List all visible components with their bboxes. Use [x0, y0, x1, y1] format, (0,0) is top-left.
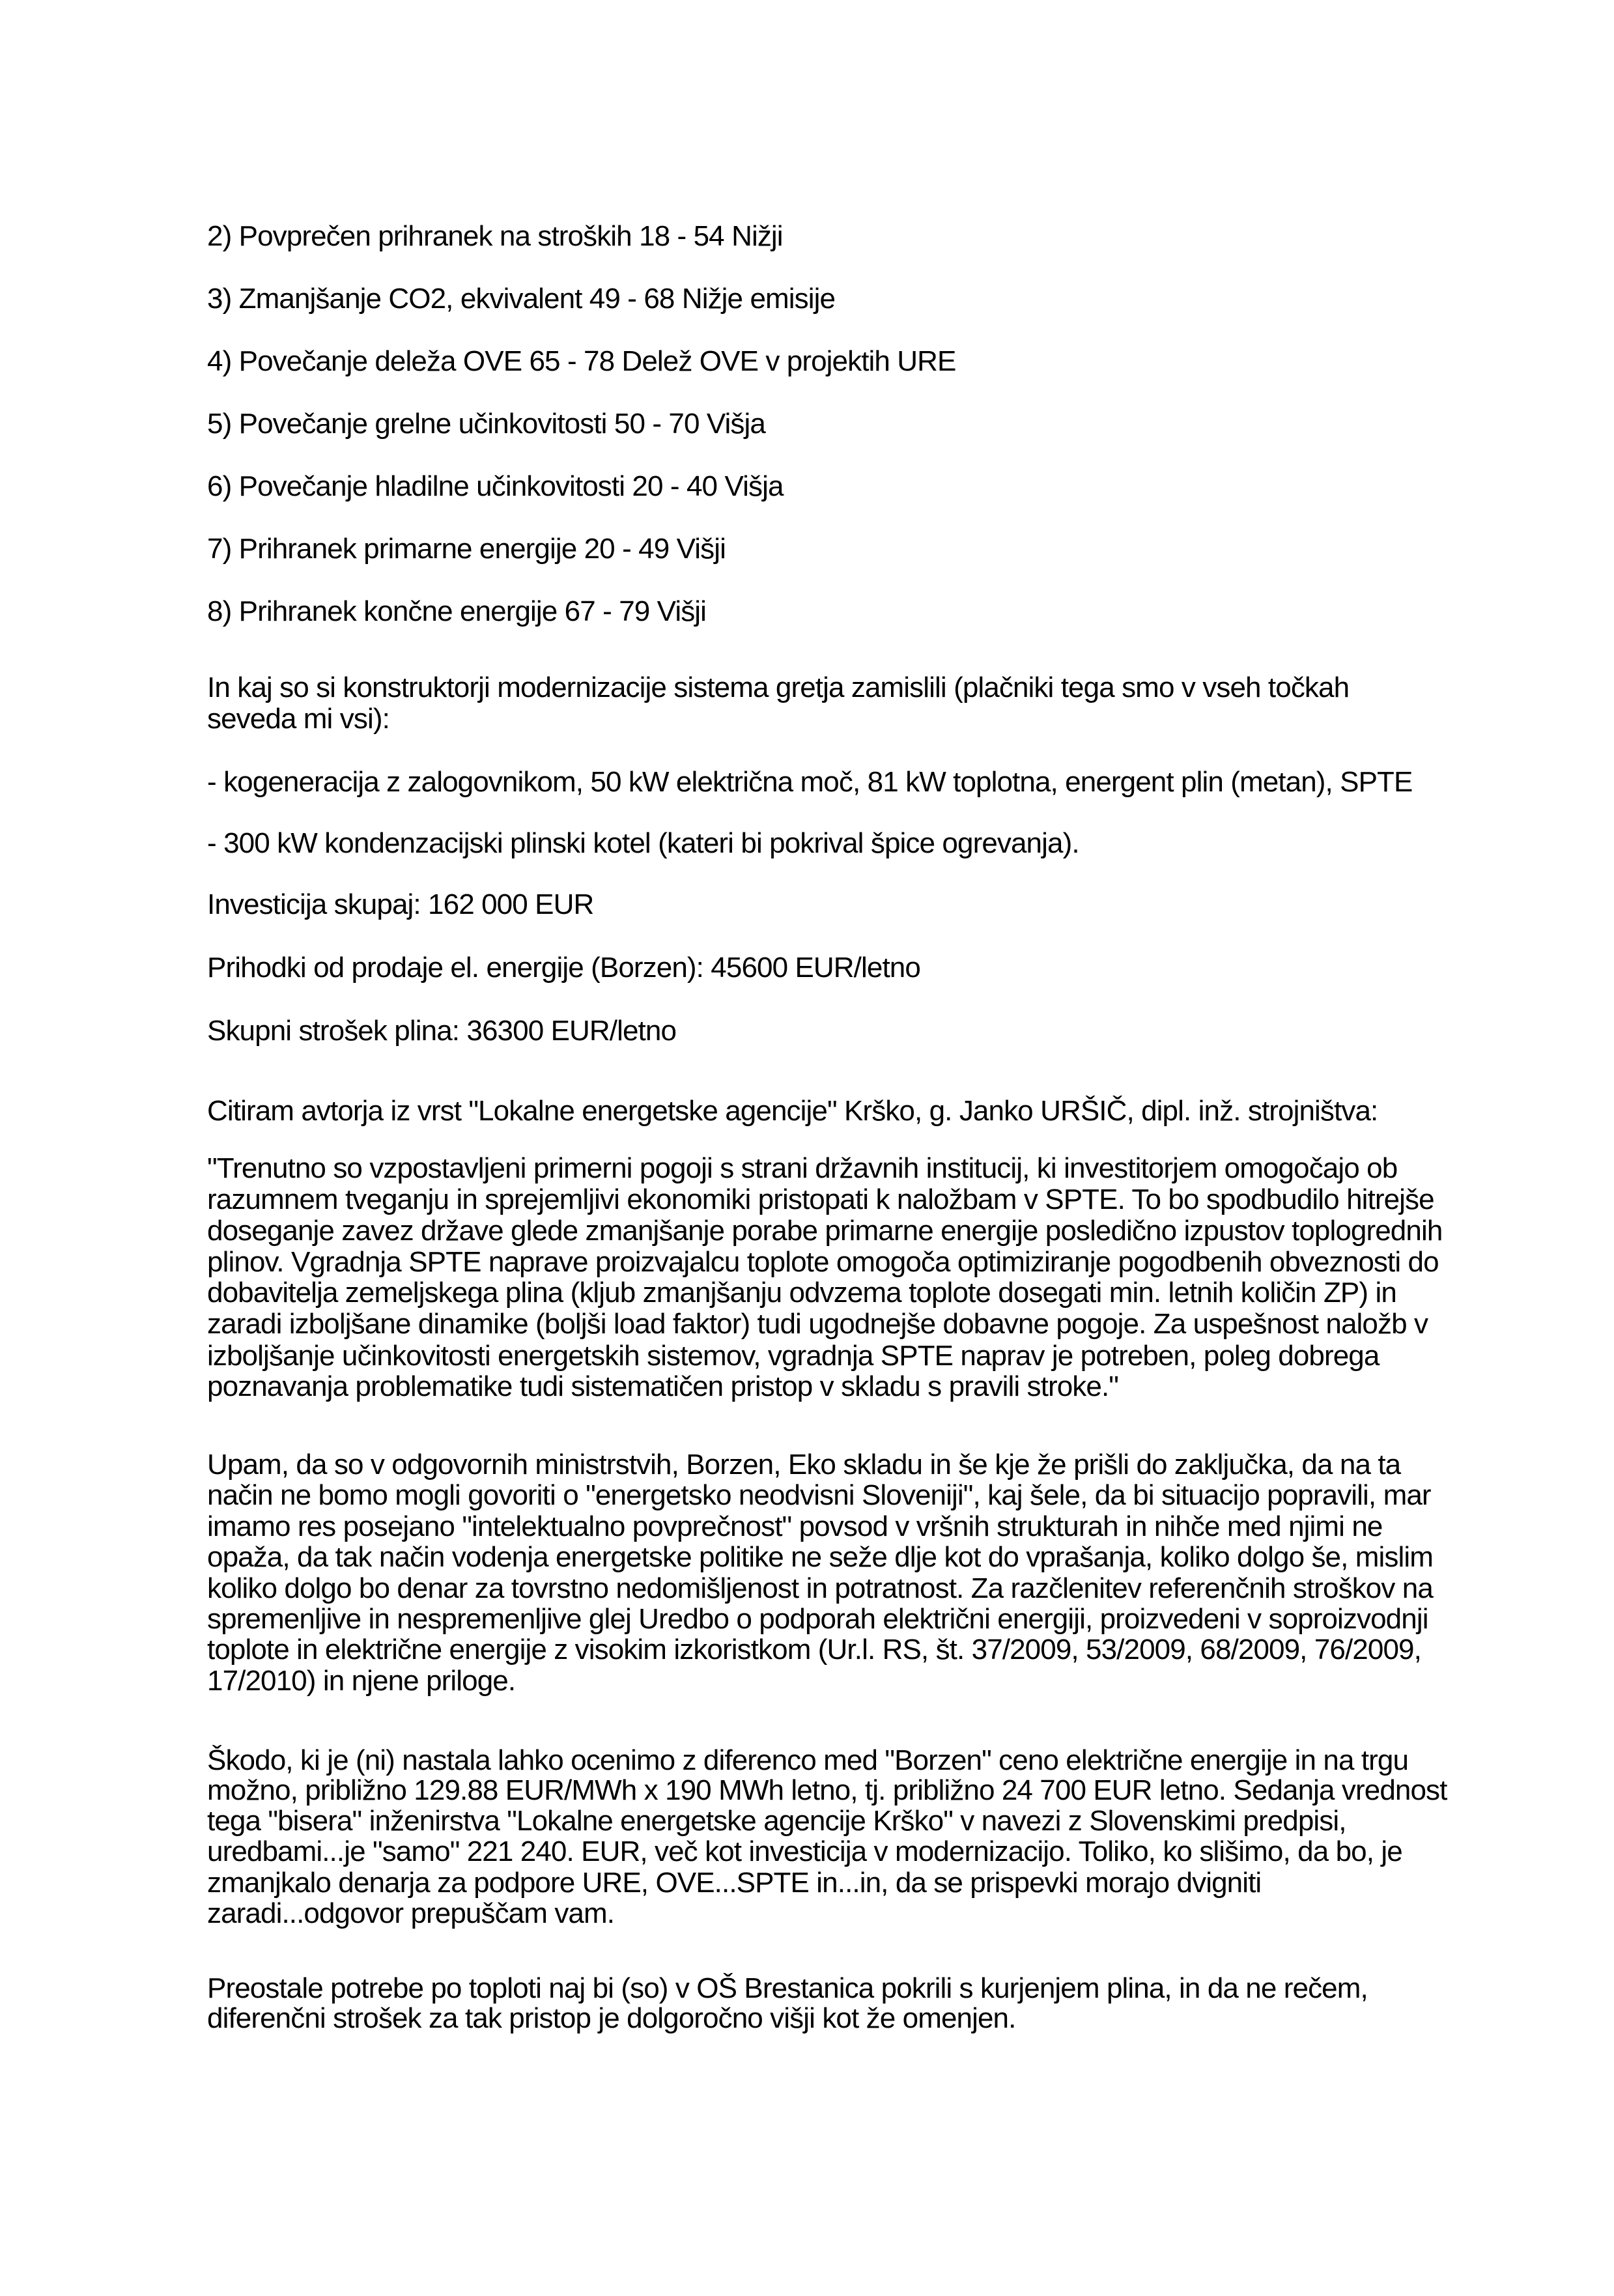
list-item: 5) Povečanje grelne učinkovitosti 50 - 70 Višja	[207, 408, 765, 440]
list-item: 4) Povečanje deleža OVE 65 - 78 Delež OVE v projektih URE	[207, 345, 956, 377]
investment-total: Investicija skupaj: 162 000 EUR	[207, 888, 594, 920]
paragraph-line: opaža, da tak način vodenja energetske politike ne seže dlje kot do vprašanja, koliko dolgo še, mislim	[207, 1541, 1434, 1573]
list-item: 8) Prihranek končne energije 67 - 79 Višji	[207, 595, 707, 627]
bullet-item: - kogeneracija z zalogovnikom, 50 kW električna moč, 81 kW toplotna, energent plin (metan), SPTE	[207, 766, 1413, 798]
paragraph-line: seveda mi vsi):	[207, 703, 389, 735]
quote-line: izboljšanje učinkovitosti energetskih sistemov, vgradnja SPTE naprav je potreben, poleg dobrega	[207, 1340, 1380, 1372]
gas-cost: Skupni strošek plina: 36300 EUR/letno	[207, 1015, 677, 1047]
paragraph-line: diferenčni strošek za tak pristop je dolgoročno višji kot že omenjen.	[207, 2002, 1016, 2034]
quote-line: poznavanja problematike tudi sistematičen pristop v skladu s pravili stroke."	[207, 1370, 1119, 1402]
paragraph-line: koliko dolgo bo denar za tovrstno nedomišljenost in potratnost. Za razčlenitev referenčnih stroškov na	[207, 1572, 1433, 1604]
paragraph-line: zaradi...odgovor prepuščam vam.	[207, 1897, 615, 1929]
electricity-revenue: Prihodki od prodaje el. energije (Borzen): 45600 EUR/letno	[207, 952, 920, 984]
list-item: 3) Zmanjšanje CO2, ekvivalent 49 - 68 Nižje emisije	[207, 283, 836, 315]
paragraph-line: spremenljive in nespremenljive glej Uredbo o podporah električni energiji, proizvedeni v soproizvodnji	[207, 1603, 1428, 1635]
paragraph-line: zmanjkalo denarja za podpore URE, OVE...SPTE in...in, da se prispevki morajo dvigniti	[207, 1867, 1262, 1899]
list-item: 2) Povprečen prihranek na stroških 18 - 54 Nižji	[207, 220, 783, 252]
list-item: 7) Prihranek primarne energije 20 - 49 Višji	[207, 533, 726, 565]
quote-line: dobavitelja zemeljskega plina (kljub zmanjšanju odvzema toplote dosegati min. letnih količin ZP) in	[207, 1277, 1396, 1309]
quote-line: doseganje zavez države glede zmanjšanje porabe primarne energije posledično izpustov toplogrednih	[207, 1215, 1443, 1247]
quote-line: razumnem tveganju in sprejemljivi ekonomiki pristopati k naložbam v SPTE. To bo spodbudilo hitrejše	[207, 1183, 1434, 1215]
paragraph-line: In kaj so si konstruktorji modernizacije sistema gretja zamislili (plačniki tega smo v vseh točkah	[207, 672, 1350, 703]
paragraph-line: Upam, da so v odgovornih ministrstvih, Borzen, Eko skladu in še kje že prišli do zaključka, da na ta	[207, 1449, 1401, 1481]
paragraph-line: uredbami...je "samo" 221 240. EUR, več kot investicija v modernizacijo. Toliko, ko slišimo, da bo, je	[207, 1835, 1402, 1867]
paragraph-line: imamo res posejano "intelektualno povprečnost" povsod v vršnih strukturah in nihče med njimi ne	[207, 1510, 1383, 1542]
paragraph-line: toplote in električne energije z visokim izkoristkom (Ur.l. RS, št. 37/2009, 53/2009, 68/2009, 76/2009,	[207, 1634, 1421, 1665]
paragraph-line: 17/2010) in njene priloge.	[207, 1665, 516, 1697]
paragraph-line: Preostale potrebe po toploti naj bi (so) v OŠ Brestanica pokrili s kurjenjem plina, in da ne rečem,	[207, 1972, 1368, 2004]
quote-line: "Trenutno so vzpostavljeni primerni pogoji s strani državnih institucij, ki investitorjem omogočajo ob	[207, 1152, 1398, 1184]
paragraph-line: možno, približno 129.88 EUR/MWh x 190 MWh letno, tj. približno 24 700 EUR letno. Sedanja vrednost	[207, 1774, 1447, 1806]
citation-intro: Citiram avtorja iz vrst "Lokalne energetske agencije" Krško, g. Janko URŠIČ, dipl. inž. strojništva:	[207, 1095, 1378, 1127]
quote-line: plinov. Vgradnja SPTE naprave proizvajalcu toplote omogoča optimiziranje pogodbenih obveznosti do	[207, 1246, 1439, 1278]
list-item: 6) Povečanje hladilne učinkovitosti 20 - 40 Višja	[207, 470, 784, 502]
bullet-item: - 300 kW kondenzacijski plinski kotel (kateri bi pokrival špice ogrevanja).	[207, 827, 1079, 859]
paragraph-line: način ne bomo mogli govoriti o "energetsko neodvisni Sloveniji", kaj šele, da bi situacijo popravili, mar	[207, 1479, 1431, 1511]
paragraph-line: Škodo, ki je (ni) nastala lahko ocenimo z diferenco med "Borzen" ceno električne energije in na trgu	[207, 1744, 1409, 1776]
paragraph-line: tega "bisera" inženirstva "Lokalne energetske agencije Krško" v navezi z Slovenskimi predpisi,	[207, 1805, 1346, 1837]
quote-line: zaradi izboljšane dinamike (boljši load faktor) tudi ugodnejše dobavne pogoje. Za uspešnost naložb v	[207, 1308, 1428, 1340]
